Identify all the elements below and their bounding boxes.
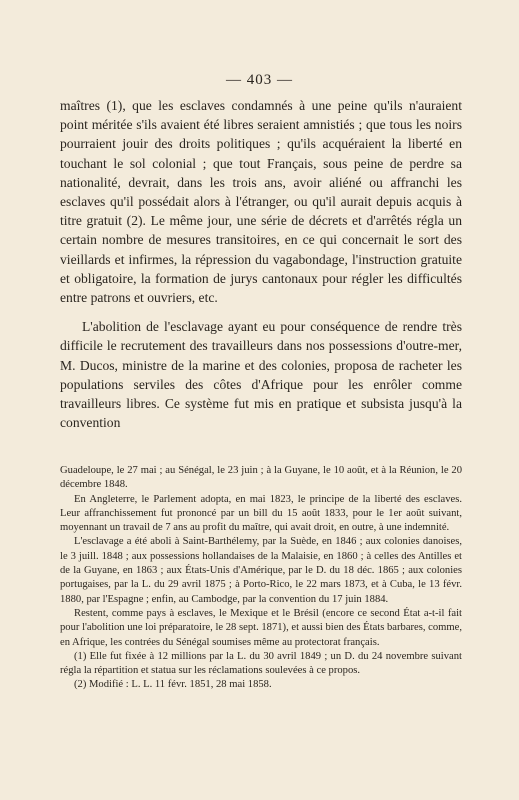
footnotes [60,464,462,693]
footnote: Restent, comme pays à esclaves, le Mexique et le Brésil (encore ce second État a-t-il fait pour l'abolition une loi préparatoire, le 28 sept. 1871), et aussi bien des États barbares, comme, en Afrique, les contrées du Sénégal soumises même au protectorat français. [60,607,463,648]
paragraph: maîtres (1), que les esclaves condamnés à une peine qu'ils n'auraient point méritée s'ils avaient été libres seraient amnistiés ; que tous les noirs pourraient jouir des droits politiques ; qu'ils acquéraient la liberté en touchant le sol colonial ; que tout Français, sous peine de perdre sa nationalité, devrait, dans les trois ans, avoir aliéné ou affranchi les esclaves qu'il possédait alors à l'étranger, ou qu'il aurait depuis acquis à titre gratuit (2). Le même jour, une série de décrets et d'arrêtés régla un certain nombre de mesures transitoires, en ce qui concernait le sort des vieillards et infirmes, la répression du vagabondage, l'instruction gratuite et obligatoire, la formation de jurys cantonaux pour régler les difficultés entre patrons et ouvriers, etc. [60,98,462,306]
page-number: — 403 — [226,72,293,88]
footnote: L'esclavage a été aboli à Saint-Barthélemy, par la Suède, en 1846 ; aux colonies danoises, le 3 juill. 1848 ; aux possessions hollandaises de la Malaisie, en 1860 ; à celles des Antilles et de la Guyane, en 1863 ; aux États-Unis d'Amérique, par le D. du 18 déc. 1865 ; aux colonies portugaises, par la L. du 29 avril 1875 ; à Porto-Rico, le 22 mars 1873, et à Cuba, le 13 févr. 1880, par l'Espagne ; enfin, au Cambodge, par la convention du 17 juin 1884. [60,536,462,605]
footnote: (1) Elle fut fixée à 12 millions par la L. du 30 avril 1849 ; un D. du 24 novembre suivant régla la répartition et statua sur les réclamations soulevées à ce propos. [60,650,462,677]
main-text [60,96,462,432]
footnote: (2) Modifié : L. L. 11 févr. 1851, 28 mai 1858. [74,679,272,691]
footnote: En Angleterre, le Parlement adopta, en mai 1823, le principe de la liberté des esclaves. Leur affranchissement fut prononcé par un bill du 15 août 1833, pour le 1er août suivant, moyennant un travail de 7 ans au profit du maître, qui avait droit, en outre, à une indemnité. [60,493,462,534]
paragraph: L'abolition de l'esclavage ayant eu pour conséquence de rendre très difficile le recrutement des travailleurs dans nos possessions d'outre-mer, M. Ducos, ministre de la marine et des colonies, proposa de racheter les populations serviles des côtes d'Afrique pour les enrôler comme travailleurs libres. Ce système fut mis en pratique et subsista jusqu'à la convention [60,319,462,431]
footnote: Guadeloupe, le 27 mai ; au Sénégal, le 23 juin ; à la Guyane, le 10 août, et à la Réunion, le 20 décembre 1848. [60,465,462,491]
